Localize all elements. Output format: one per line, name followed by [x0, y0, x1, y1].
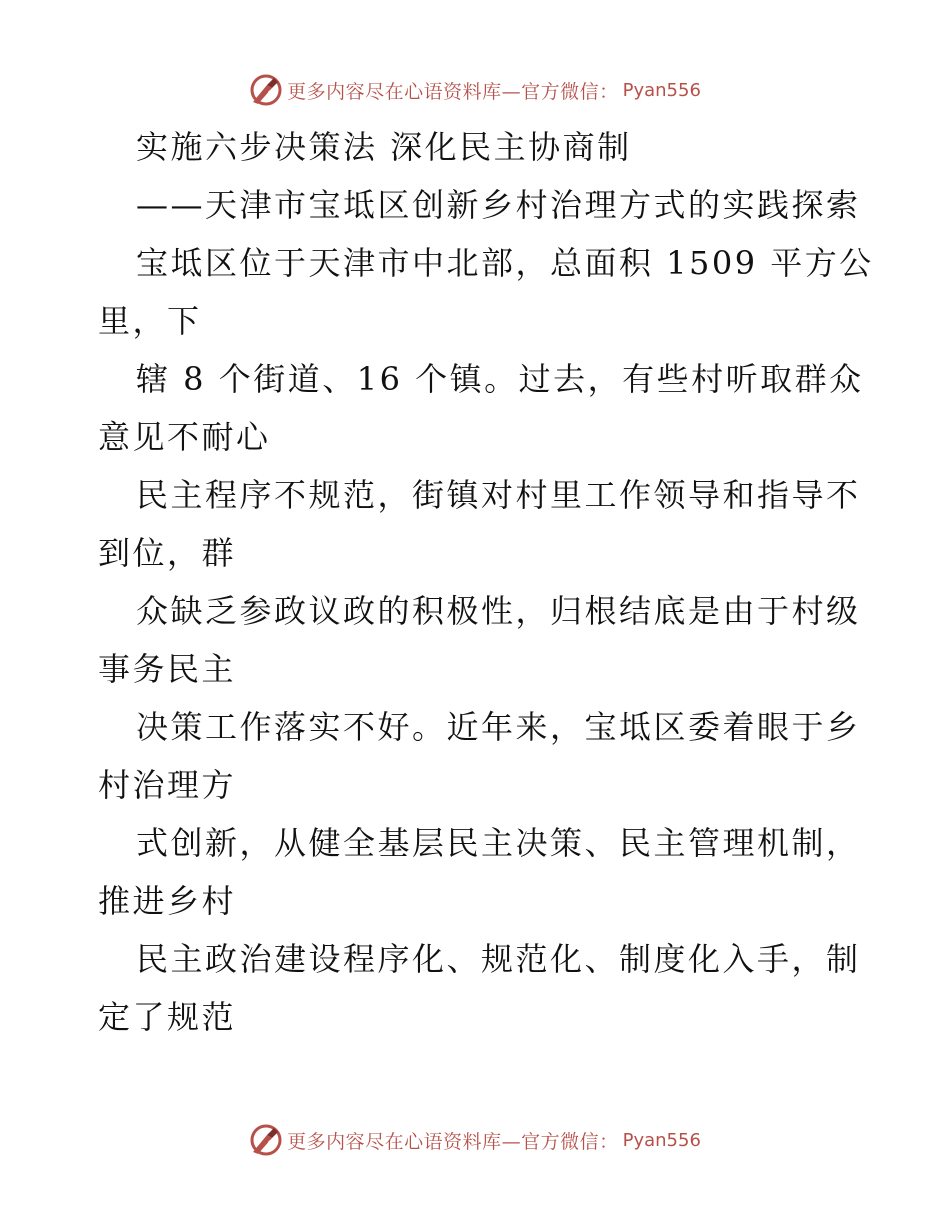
text-line: 决策工作落实不好。近年来，宝坻区委着眼于乡 — [136, 708, 861, 746]
pen-in-circle-icon — [249, 1123, 283, 1157]
banner-text: 更多内容尽在心语资料库—官方微信： — [287, 1130, 619, 1153]
text-line: 村治理方 — [98, 766, 237, 804]
banner-wechat-id: Pyan556 — [622, 79, 701, 101]
text-line: 众缺乏参政议政的积极性，归根结底是由于村级 — [136, 592, 861, 630]
pen-in-circle-icon — [249, 73, 283, 107]
document-title: 实施六步决策法 深化民主协商制 — [136, 128, 632, 166]
text-line: 辖 8 个街道、16 个镇。过去，有些村听取群众 — [136, 360, 864, 398]
text-line: 推进乡村 — [98, 882, 237, 920]
document-body — [98, 118, 874, 1046]
text-line: 定了规范 — [98, 998, 237, 1036]
text-line: 事务民主 — [98, 650, 237, 688]
text-line: 式创新，从健全基层民主决策、民主管理机制， — [136, 824, 861, 862]
text-line: 民主政治建设程序化、规范化、制度化入手，制 — [136, 940, 861, 978]
banner-text: 更多内容尽在心语资料库—官方微信： — [287, 80, 619, 103]
text-line: 意见不耐心 — [98, 418, 271, 456]
text-line: 民主程序不规范，街镇对村里工作领导和指导不 — [136, 476, 861, 514]
banner-wechat-id: Pyan556 — [622, 1129, 701, 1151]
text-line: 宝坻区位于天津市中北部，总面积 1509 平方公 — [136, 244, 874, 282]
header-banner — [0, 70, 950, 110]
footer-banner — [0, 1120, 950, 1160]
text-line: 到位，群 — [98, 534, 237, 572]
document-subtitle: ——天津市宝坻区创新乡村治理方式的实践探索 — [136, 186, 861, 224]
text-line: 里，下 — [98, 302, 202, 340]
